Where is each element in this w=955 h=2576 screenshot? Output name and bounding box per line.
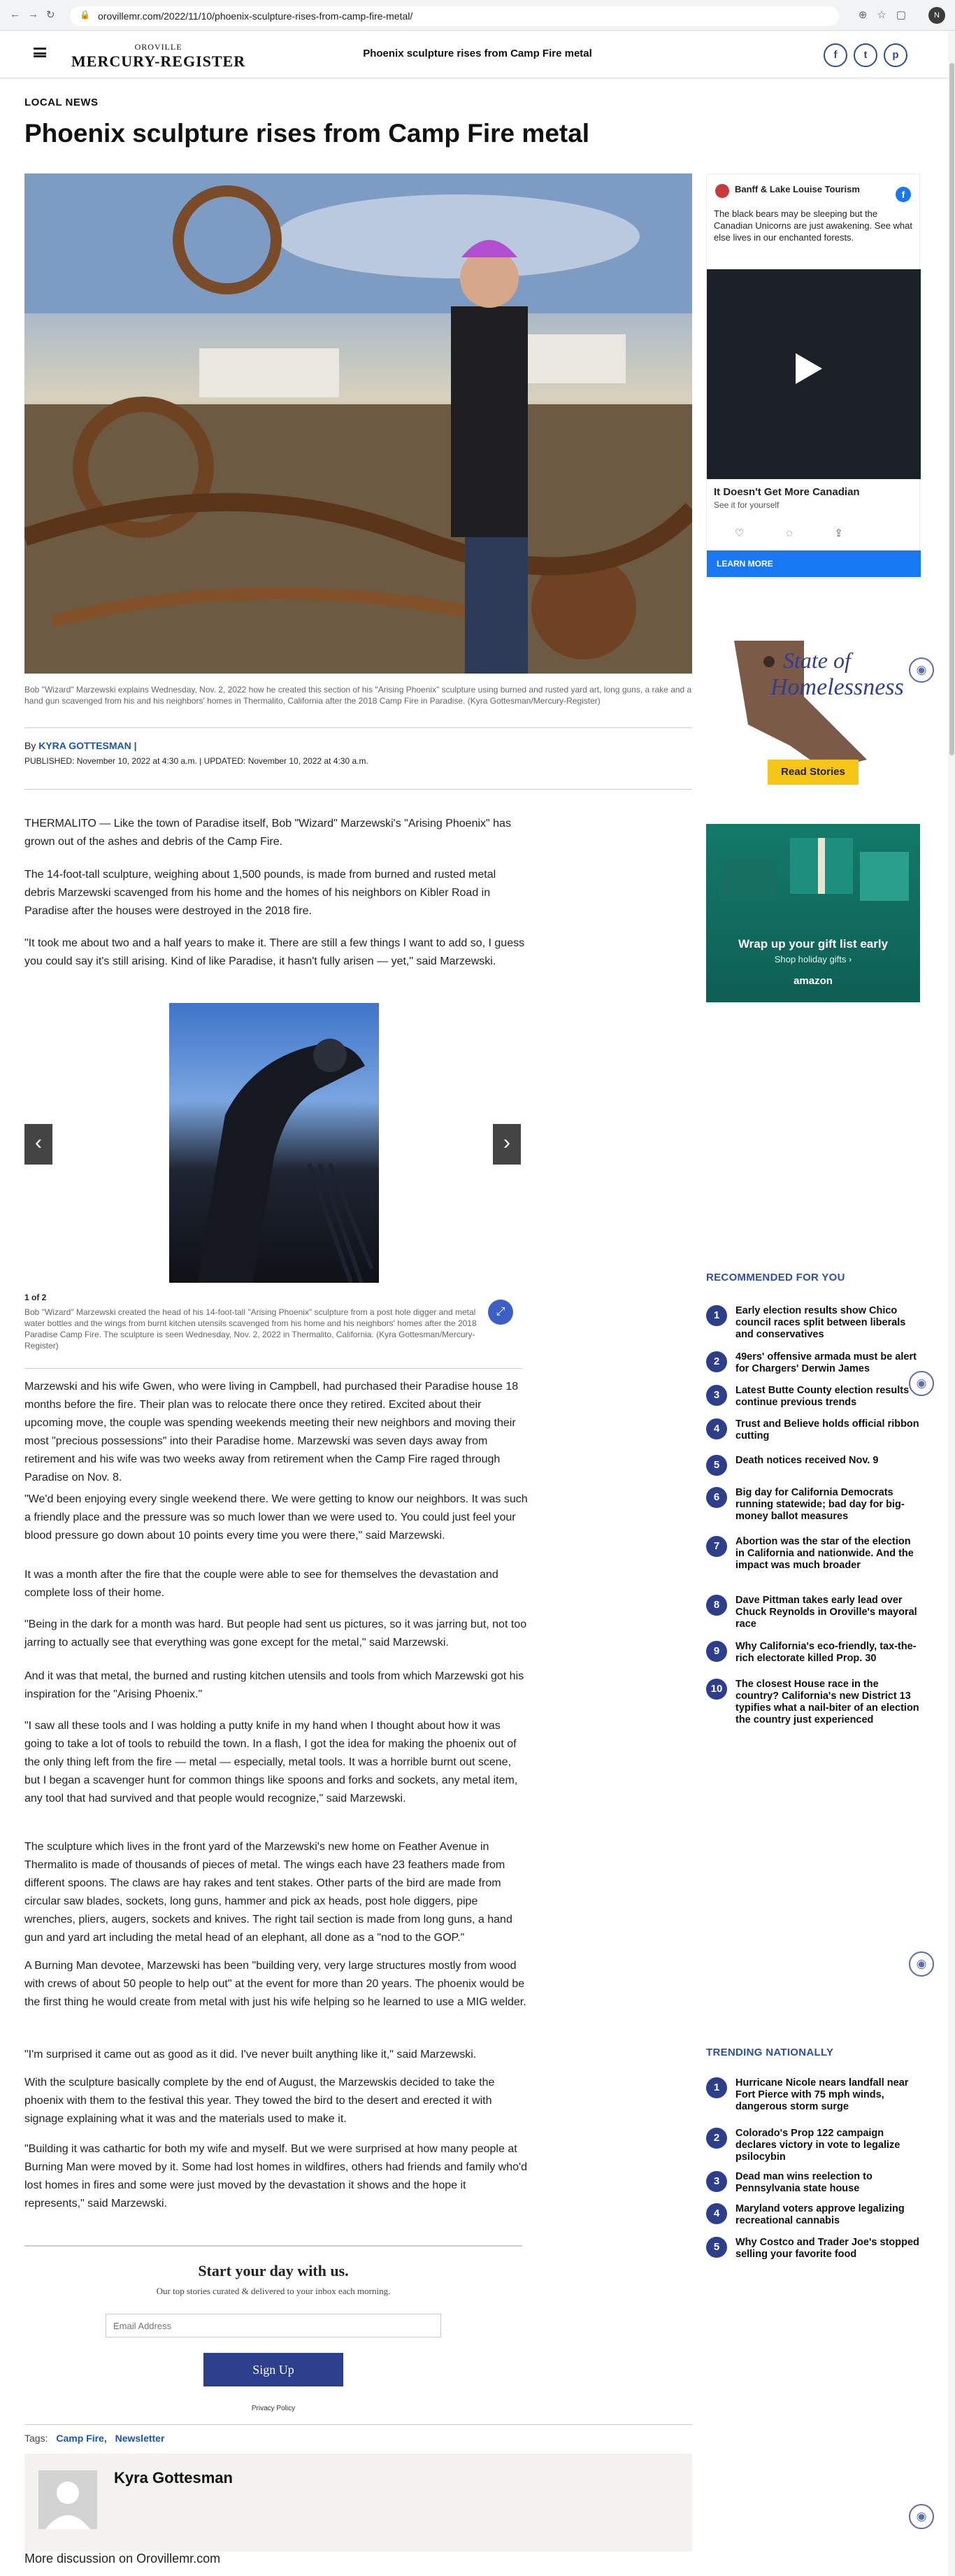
email-field[interactable]: [106, 2314, 441, 2337]
learn-more-button[interactable]: LEARN MORE: [707, 550, 921, 577]
url-text: orovillemr.com/2022/11/10/phoenix-sculpture-rises-from-camp-fire-metal/: [98, 10, 413, 22]
extension-icons[interactable]: ⊕☆▢: [858, 9, 916, 21]
gallery-photo[interactable]: [169, 1003, 379, 1283]
ad-video[interactable]: [707, 269, 921, 479]
play-icon[interactable]: [796, 353, 822, 384]
author-card: [24, 2454, 692, 2552]
print-button[interactable]: p: [884, 43, 907, 67]
hero-caption: Bob "Wizard" Marzewski explains Wednesday, Nov. 2, 2022 how he created this section of his "Arising Phoenix" sculpture using burned and rusted yard art, long guns, a rake and a hand gun scavenged from his and his neighbors' homes in Thermalito, California after the 2018 Camp Fire in Paradise. (Kyra Gottesman/Mercury-Register): [24, 685, 692, 706]
recommended-link[interactable]: Big day for California Democrats running statewide; bad day for big-money ballot measures: [735, 1487, 905, 1522]
article-headline: Phoenix sculpture rises from Camp Fire metal: [24, 119, 590, 148]
recommended-link[interactable]: Why California's eco-friendly, tax-the-rich electorate killed Prop. 30: [735, 1641, 917, 1664]
recommended-link[interactable]: Dave Pittman takes early lead over Chuck Reynolds in Oroville's mayoral race: [735, 1595, 917, 1630]
ad-amazon-sub: Shop holiday gifts ›: [774, 954, 852, 965]
address-bar[interactable]: [70, 6, 839, 26]
trending-link[interactable]: Hurricane Nicole nears landfall near Fort Pierce with 75 mph winds, dangerous storm surge: [735, 2077, 909, 2112]
article-paragraph: The sculpture which lives in the front yard of the Marzewski's new home on Feather Avenue in Thermalito is made of thousands of pieces of metal. The wings each have 23 feathers made from different spoons. The claws are hay rakes and tent stakes. Other parts of the bird are made from circular saw blades, sockets, long guns, hammer and pick ax heads, post hole diggers, pipe wrenches, pliers, augers, sockets and knives. The right tail section is made from long guns, a hand gun and yard art including the metal head of an elephant, all done as a "nod to the GOP.": [24, 1841, 512, 1944]
rank-badge: 3: [706, 1385, 727, 1406]
article-paragraph: "I saw all these tools and I was holding a putty knife in my hand when I thought about how it was going to take a lot of tools to rebuild the town. In a flash, I got the idea for making the phoenix out of the only thing left from the fire — metal — especially, metal tools. It was a horrible burnt out scene, but I began a scavenger hunt for common things like spoons and forks and sockets, any metal item, any tool that had survived and that people would recognize," said Marzewski.: [24, 1720, 518, 1805]
privacy-policy-link[interactable]: Privacy Policy: [251, 2405, 296, 2412]
divider: [24, 1368, 522, 1369]
avatar-placeholder-icon: [38, 2470, 97, 2529]
article-paragraph: "It took me about two and a half years to make it. There are still a few things I want to add so, I guess you could say it's still arising. Kind of like Paradise, it hasn't fully arisen — yet," said Marzewski.: [24, 937, 525, 967]
amazon-logo: amazon: [794, 975, 833, 987]
ad-amazon[interactable]: [706, 824, 920, 1002]
recommended-link[interactable]: Trust and Believe holds official ribbon cutting: [735, 1418, 919, 1442]
rank-badge: 5: [706, 2237, 727, 2258]
ad-banff[interactable]: [706, 173, 920, 579]
trending-link[interactable]: Dead man wins reelection to Pennsylvania state house: [735, 2171, 873, 2194]
forward-icon[interactable]: →: [28, 8, 38, 20]
rank-badge: 9: [706, 1641, 727, 1662]
more-discussion: More discussion on Orovillemr.com: [24, 2552, 221, 2566]
gallery-next-button[interactable]: ›: [493, 1124, 521, 1165]
lock-icon: 🔒: [80, 10, 90, 20]
rank-badge: 5: [706, 1455, 727, 1476]
divider: [24, 2424, 692, 2425]
ad-brand: Banff & Lake Louise Tourism: [735, 184, 860, 194]
byline: [24, 740, 137, 751]
ad-state-of-homelessness[interactable]: [706, 620, 920, 798]
recommended-link[interactable]: Latest Butte County election results continue previous trends: [735, 1385, 910, 1408]
tag-link[interactable]: Newsletter: [115, 2433, 165, 2444]
tag-link[interactable]: Camp Fire,: [56, 2433, 107, 2444]
divider: [24, 727, 692, 728]
recommended-link[interactable]: 49ers' offensive armada must be alert for Chargers' Derwin James: [735, 1351, 917, 1374]
cookie-settings-icon[interactable]: ◉: [909, 657, 934, 683]
divider: [24, 789, 692, 790]
back-icon[interactable]: ←: [10, 8, 20, 20]
rank-badge: 4: [706, 1418, 727, 1439]
rank-badge: 10: [706, 1679, 727, 1700]
recommended-link[interactable]: Death notices received Nov. 9: [735, 1455, 879, 1466]
read-stories-button[interactable]: Read Stories: [768, 760, 859, 785]
rank-badge: 6: [706, 1487, 727, 1508]
ad-body: The black bears may be sleeping but the Canadian Unicorns are just awakening. See what else lives in our enchanted forests.: [714, 208, 913, 243]
gallery-count: 1 of 2: [24, 1293, 47, 1302]
site-header: [0, 31, 955, 78]
article-paragraph: With the sculpture basically complete by the end of August, the Marzewskis decided to take the phoenix with them to the festival this year. They towed the bird to the desert and erected it with signage explaining what it was and the materials used to make it.: [24, 2077, 495, 2125]
recommended-link[interactable]: Abortion was the star of the election in California and nationwide. And the impact was much broader: [735, 1536, 914, 1571]
ad-headline: It Doesn't Get More Canadian: [714, 486, 860, 498]
ad-subline: See it for yourself: [714, 500, 780, 510]
scrollbar-thumb[interactable]: [949, 63, 954, 755]
trending-link[interactable]: Colorado's Prop 122 campaign declares victory in vote to legalize psilocybin: [735, 2128, 900, 2163]
newsletter-subtitle: Our top stories curated & delivered to your inbox each morning.: [156, 2286, 391, 2296]
cookie-settings-icon[interactable]: ◉: [909, 1951, 934, 1977]
trending-link[interactable]: Why Costco and Trader Joe's stopped selling your favorite food: [735, 2237, 919, 2260]
gallery-prev-button[interactable]: ‹: [24, 1124, 52, 1165]
article-paragraph: THERMALITO — Like the town of Paradise itself, Bob "Wizard" Marzewski's "Arising Phoenix" has grown out of the ashes and debris of the Camp Fire.: [24, 818, 511, 848]
cookie-settings-icon[interactable]: ◉: [909, 2504, 934, 2529]
article-paragraph: "We'd been enjoying every single weekend there. We were getting to know our neighbors. It was such a friendly place and the pressure was so much lower than we were used to. You could just feel your blood pressure go down about 10 points every time you were there," said Marzewski.: [24, 1493, 528, 1542]
brand-logo-icon: [715, 184, 729, 198]
logo-line2: MERCURY-REGISTER: [71, 52, 246, 70]
author-avatar[interactable]: [38, 2470, 97, 2529]
rank-badge: 1: [706, 2077, 727, 2098]
article-paragraph: The 14-foot-tall sculpture, weighing about 1,500 pounds, is made from burned and rusted metal debris Marzewski scavenged from his home and the homes of his neighbors on Kibler Road in Paradise after the houses were destroyed in the 2018 fire.: [24, 869, 496, 917]
ad-line1: State of: [783, 648, 851, 673]
rank-badge: 7: [706, 1536, 727, 1557]
cookie-settings-icon[interactable]: ◉: [909, 1371, 934, 1396]
gift-illustration: [706, 824, 920, 915]
browser-toolbar: [0, 0, 955, 31]
rank-badge: 1: [706, 1305, 727, 1326]
recommended-link[interactable]: The closest House race in the country? California's new District 13 typifies what a nail-biter of an election the country just experienced: [735, 1679, 919, 1725]
ad-reaction-icons[interactable]: ♡◌⇪: [735, 527, 885, 539]
article-paragraph: "Being in the dark for a month was hard. But people had sent us pictures, so it was jarring but, not too jarring to actually see that everything was gone except for the metal," said Marzewski.: [24, 1618, 527, 1649]
article-paragraph: "I'm surprised it came out as good as it did. I've never built anything like it," said Marzewski.: [24, 2049, 477, 2061]
tags-row: [24, 2433, 164, 2444]
profile-avatar[interactable]: N: [928, 7, 945, 24]
article-paragraph: A Burning Man devotee, Marzewski has been "building very, very large structures mostly from wood with crews of about 50 people to help out" at the event for more than 20 years. The phoenix would be the first thing he would create from metal with just his wife helping so he learned to use a MIG welder.: [24, 1960, 526, 2008]
byline-prefix: By: [24, 740, 36, 751]
rank-badge: 2: [706, 1351, 727, 1372]
ad-amazon-title: Wrap up your gift list early: [738, 937, 889, 951]
article-paragraph: And it was that metal, the burned and rusting kitchen utensils and tools from which Marzewski got his inspiration for the "Arising Phoenix.": [24, 1670, 524, 1700]
rank-badge: 2: [706, 2128, 727, 2149]
rank-badge: 4: [706, 2203, 727, 2224]
rank-badge: 8: [706, 1595, 727, 1616]
recommended-link[interactable]: Early election results show Chico council races split between liberals and conservatives: [735, 1305, 906, 1340]
rank-badge: 3: [706, 2171, 727, 2192]
logo-line1: OROVILLE: [134, 42, 182, 52]
reload-icon[interactable]: ↻: [46, 9, 55, 21]
article-paragraph: "Building it was cathartic for both my wife and myself. But we were surprised at how many people at Burning Man were moved by it. Some had lost homes in wildfires, others had friends and family who'd lost homes in fires and some were just moved by the devastation it shows and the hope it represents," said Marzewski.: [24, 2143, 527, 2209]
gallery-expand-icon[interactable]: ⤢: [488, 1300, 513, 1325]
facebook-icon: f: [896, 187, 911, 202]
tags-label: Tags:: [24, 2433, 48, 2444]
article-paragraph: It was a month after the fire that the couple were able to see for themselves the devastation and complete loss of their home.: [24, 1569, 498, 1599]
gallery-illustration: [169, 1003, 379, 1283]
hero-illustration: [24, 173, 692, 674]
article-paragraph: Marzewski and his wife Gwen, who were living in Campbell, had purchased their Paradise house 18 months before the fire. Their plan was to relocate there once they retired. Excited about their upcoming move, the couple was spending weekends meeting their new neighbors and moving their most "precious possessions" into their Paradise home. Marzewski was seven days away from retirement and his wife was two weeks away from retirement when the Camp Fire raged through Paradise on Nov. 8.: [24, 1381, 519, 1483]
facebook-share-button[interactable]: f: [824, 43, 847, 67]
section-label[interactable]: LOCAL NEWS: [24, 97, 99, 108]
newsletter-title: Start your day with us.: [198, 2262, 349, 2279]
newsletter-signup: [24, 2245, 522, 2427]
ad-line2: Homelessness: [770, 674, 904, 700]
hero-photo[interactable]: [24, 173, 692, 674]
recommended-title: RECOMMENDED FOR YOU: [706, 1272, 845, 1283]
gallery-caption: Bob "Wizard" Marzewski created the head of his 14-foot-tall "Arising Phoenix" sculpture from a post hole digger and metal water bottles and the wings from burnt kitchen utensils scavenged from his home and his neighbors' homes after the 2018 Paradise Camp Fire. The sculpture is seen Wednesday, Nov. 2, 2022 in Thermalito, California. (Kyra Gottesman/Mercury-Register): [24, 1307, 477, 1351]
trending-link[interactable]: Maryland voters approve legalizing recreational cannabis: [735, 2203, 905, 2226]
author-link[interactable]: KYRA GOTTESMAN |: [38, 740, 137, 751]
trending-title: TRENDING NATIONALLY: [706, 2047, 834, 2058]
twitter-share-button[interactable]: t: [854, 43, 877, 67]
header-article-title: Phoenix sculpture rises from Camp Fire metal: [363, 48, 592, 59]
sign-up-button[interactable]: Sign Up: [203, 2353, 343, 2386]
publish-date: PUBLISHED: November 10, 2022 at 4:30 a.m. | UPDATED: November 10, 2022 at 4:30 a.m.: [24, 756, 368, 766]
author-card-name[interactable]: Kyra Gottesman: [114, 2469, 233, 2486]
